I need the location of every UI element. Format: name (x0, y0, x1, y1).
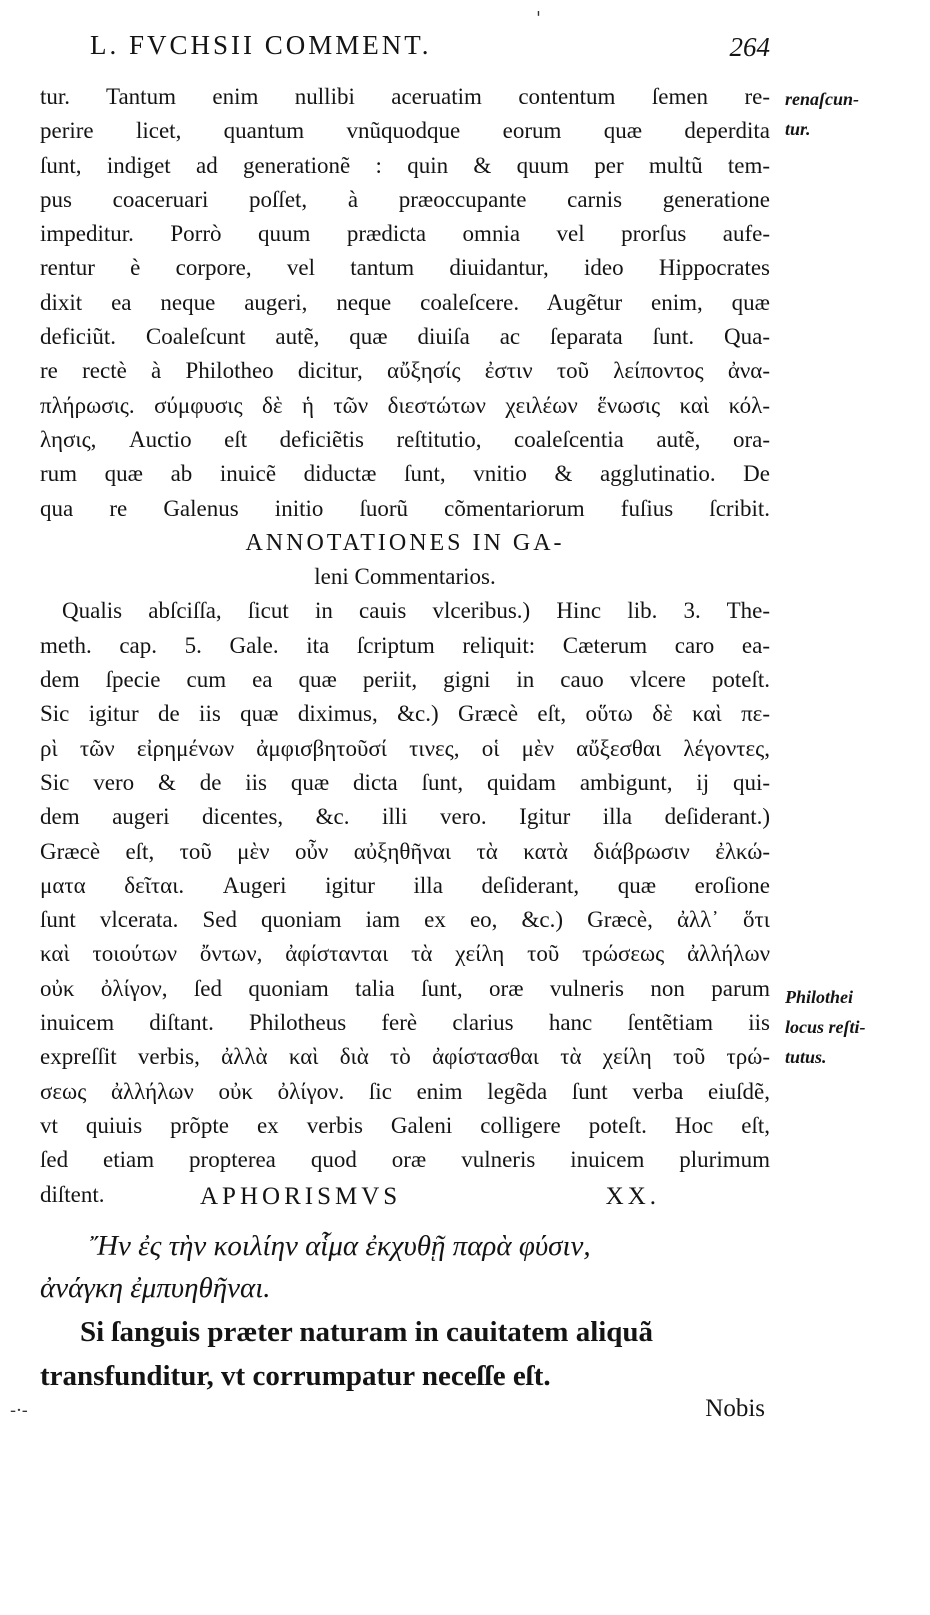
text-line: rum quæ ab inuicẽ diductæ ſunt, vnitio & agglutinatio. De (40, 461, 770, 487)
margin-note-philothei (785, 982, 915, 1072)
annotation-line: ſunt vlcerata. Sed quoniam iam ex eo, &c.) Græcè, ἀλλ᾽ ὅτι (40, 907, 770, 933)
running-head (90, 30, 770, 70)
annotation-line: Græcè eſt, τοῦ μὲν οὖν αὐξηθῆναι τὰ κατὰ διάβρωσιν ἐλκώ- (40, 838, 770, 864)
aphorism-greek (40, 1225, 780, 1309)
annotation-line: ματα δεῖται. Augeri igitur illa deſiderant, quæ eroſione (40, 872, 770, 898)
aphorism-label: APHORISMVS (200, 1183, 402, 1210)
catchword: Nobis (705, 1395, 765, 1422)
annotation-line: ρὶ τῶν εἰρημένων ἀμφισβητοῦσί τινες, οἱ μὲν αὔξεσθαι λέγοντες, (40, 735, 770, 761)
text-line: qua re Galenus initio ſuorũ cõmentariorum fuſius ſcribit. (40, 495, 770, 521)
ink-speck: -·- (10, 1400, 28, 1421)
aphorism-latin (40, 1310, 780, 1398)
margin-note-line: locus reſti- (785, 1017, 866, 1037)
annotation-line: οὐκ ὀλίγον, ſed quoniam talia ſunt, oræ vulneris non parum (40, 975, 770, 1001)
annotation-line: Qualis abſciſſa, ſicut in cauis vlceribus.) Hinc lib. 3. The- (62, 598, 770, 624)
aphorism-latin-line: transfunditur, vt corrumpatur neceſſe eſt. (40, 1360, 551, 1392)
annotation-line: expreſſit verbis, ἀλλὰ καὶ διὰ τὸ ἀφίστασθαι τὰ χείλη τοῦ τρώ- (40, 1044, 770, 1070)
text-line: λησις, Auctio eſt deficiẽtis reſtitutio, coaleſcentia autẽ, ora- (40, 426, 770, 452)
text-line: rentur è corpore, vel tantum diuidantur, ideo Hippocrates (40, 255, 770, 281)
page-number: 264 (729, 32, 770, 62)
margin-note-line: tutus. (785, 1047, 827, 1067)
annotation-line: καὶ τοιούτων ὄντων, ἀφίστανται τὰ χείλη τοῦ τρώσεως ἀλλήλων (40, 941, 770, 967)
text-line: pus coaceruari poſſet, à præoccupante carnis generatione (40, 186, 770, 212)
text-line: ſunt, indiget ad generationẽ : quin & quum per multũ tem- (40, 152, 770, 178)
ink-speck: ' (536, 8, 541, 29)
annotation-line: diſtent. (40, 1181, 105, 1207)
margin-note-line: renaſcun- (785, 89, 860, 109)
aphorism-heading (200, 1183, 660, 1211)
annotations-heading: ANNOTATIONES IN GA- (245, 529, 565, 556)
annotation-line: inuicem diſtant. Philotheus ferè clarius hanc ſentẽtiam iis (40, 1010, 770, 1036)
text-line: tur. Tantum enim nullibi aceruatim contentum ſemen re- (40, 84, 770, 109)
annotation-line: vt quiuis prõpte ex verbis Galeni colligere poteſt. Hoc eſt, (40, 1112, 770, 1138)
text-line: dixit ea neque augeri, neque coaleſcere. Augẽtur enim, quæ (40, 289, 770, 315)
aphorism-latin-line: Si ſanguis præter naturam in cauitatem aliquã (80, 1316, 654, 1348)
text-line: impeditur. Porrò quum prædicta omnia vel prorſus aufe- (40, 221, 770, 247)
annotation-line: Sic vero & de iis quæ dicta ſunt, quidam ambigunt, ij qui- (40, 769, 770, 795)
annotation-line: ſed etiam propterea quod oræ vulneris inuicem plurimum (40, 1147, 770, 1173)
main-text (40, 80, 770, 1212)
annotation-line: dem augeri dicentes, &c. illi vero. Igitur illa deſiderant.) (40, 804, 770, 830)
aphorism-number: XX. (605, 1183, 660, 1210)
aphorism-greek-line: ἀνάγκη ἐμπυηθῆναι. (40, 1272, 271, 1304)
aphorism-greek-line: Ἤν ἐς τὴν κοιλίην αἷμα ἐκχυθῇ παρὰ φύσιν, (90, 1230, 591, 1262)
annotation-line: Sic igitur de iis quæ diximus, &c.) Græcè eſt, οὕτω δὲ καὶ πε- (40, 701, 770, 727)
annotations-subheading: leni Commentarios. (314, 564, 496, 590)
text-line: deficiũt. Coaleſcunt autẽ, quæ diuiſa ac ſeparata ſunt. Qua- (40, 324, 770, 350)
annotation-line: dem ſpecie cum ea quæ periit, gigni in cauo vlcere poteſt. (40, 667, 770, 693)
margin-note-line: Philothei (785, 987, 854, 1007)
margin-note-line: tur. (785, 119, 811, 139)
text-line: re rectè à Philotheo dicitur, αὔξησίς ἐστιν τοῦ λείποντος ἀνα- (40, 358, 770, 384)
text-line: πλήρωσις. σύμφυσις δὲ ἡ τῶν διεστώτων χειλέων ἕνωσις καὶ κόλ- (40, 392, 770, 418)
annotation-line: meth. cap. 5. Gale. ita ſcriptum reliquit: Cæterum caro ea- (40, 632, 770, 658)
annotation-line: σεως ἀλλήλων οὐκ ὀλίγον. ſic enim legẽda ſunt verba eiuſdẽ, (40, 1078, 770, 1104)
margin-note-renascuntur (785, 84, 915, 144)
running-head-title: L. FVCHSII COMMENT. (90, 30, 432, 60)
text-line: perire licet, quantum vnũquodque eorum quæ deperdita (40, 118, 770, 144)
